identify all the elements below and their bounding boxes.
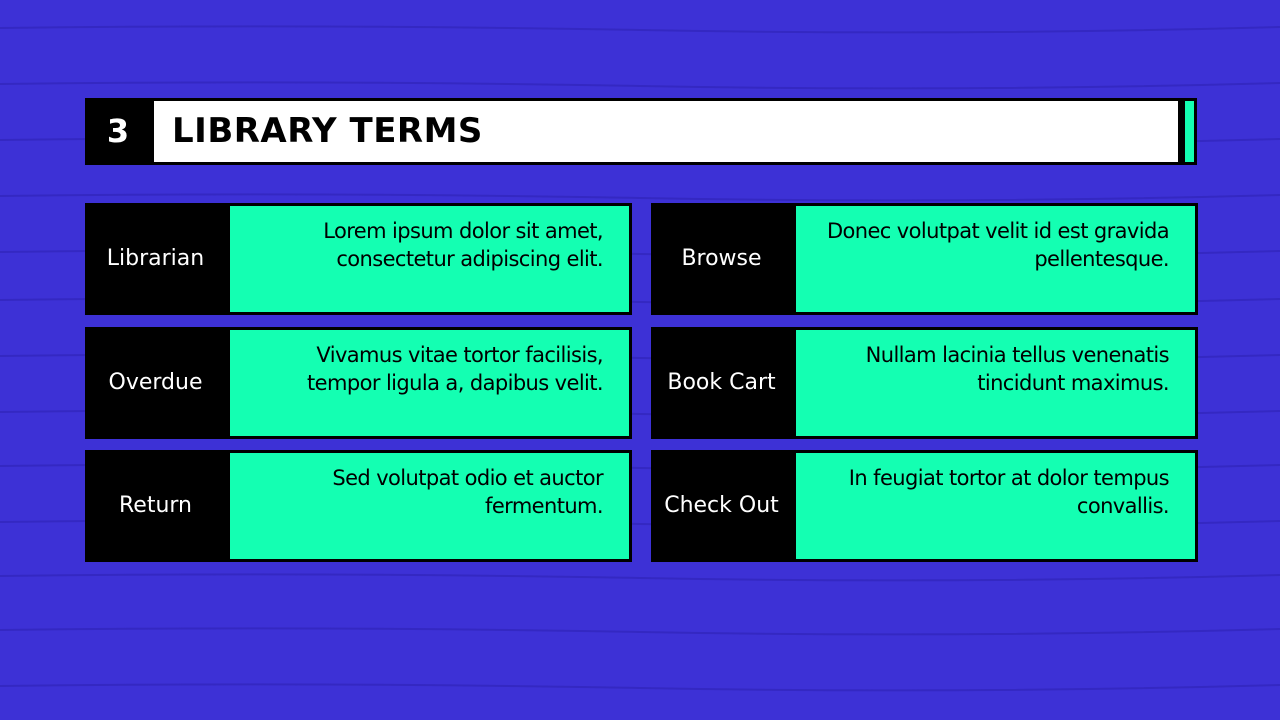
term-description-box xyxy=(793,330,1195,436)
term-description: Nullam lacinia tellus venenatis tincidunt maximus. xyxy=(865,343,1169,395)
term-label: Book Cart xyxy=(667,370,776,395)
term-description-box xyxy=(793,453,1195,559)
slide-number: 3 xyxy=(106,112,130,150)
title-box xyxy=(151,101,1178,162)
slide-title: LIBRARY TERMS xyxy=(172,111,483,151)
term-description-box xyxy=(227,453,629,559)
term-card-check-out xyxy=(651,450,1198,562)
term-description: Lorem ipsum dolor sit amet, consectetur adipiscing elit. xyxy=(323,219,603,271)
term-description-box xyxy=(227,330,629,436)
title-accent-strip xyxy=(1182,101,1194,162)
term-label: Librarian xyxy=(106,246,205,271)
term-description: Sed volutpat odio et auctor fermentum. xyxy=(332,466,603,518)
term-description: Vivamus vitae tortor facilisis, tempor ligula a, dapibus velit. xyxy=(307,343,603,395)
term-description-box xyxy=(227,206,629,312)
term-card-librarian xyxy=(85,203,632,315)
term-card-browse xyxy=(651,203,1198,315)
term-description-box xyxy=(793,206,1195,312)
slide-title-bar xyxy=(85,98,1197,165)
term-card-book-cart xyxy=(651,327,1198,439)
term-description: Donec volutpat velit id est gravida pellentesque. xyxy=(826,219,1169,271)
term-card-overdue xyxy=(85,327,632,439)
term-label: Overdue xyxy=(108,370,203,395)
term-description: In feugiat tortor at dolor tempus convallis. xyxy=(848,466,1169,518)
term-label: Check Out xyxy=(664,493,779,518)
term-card-return xyxy=(85,450,632,562)
term-label: Browse xyxy=(681,246,762,271)
term-label: Return xyxy=(118,493,192,518)
